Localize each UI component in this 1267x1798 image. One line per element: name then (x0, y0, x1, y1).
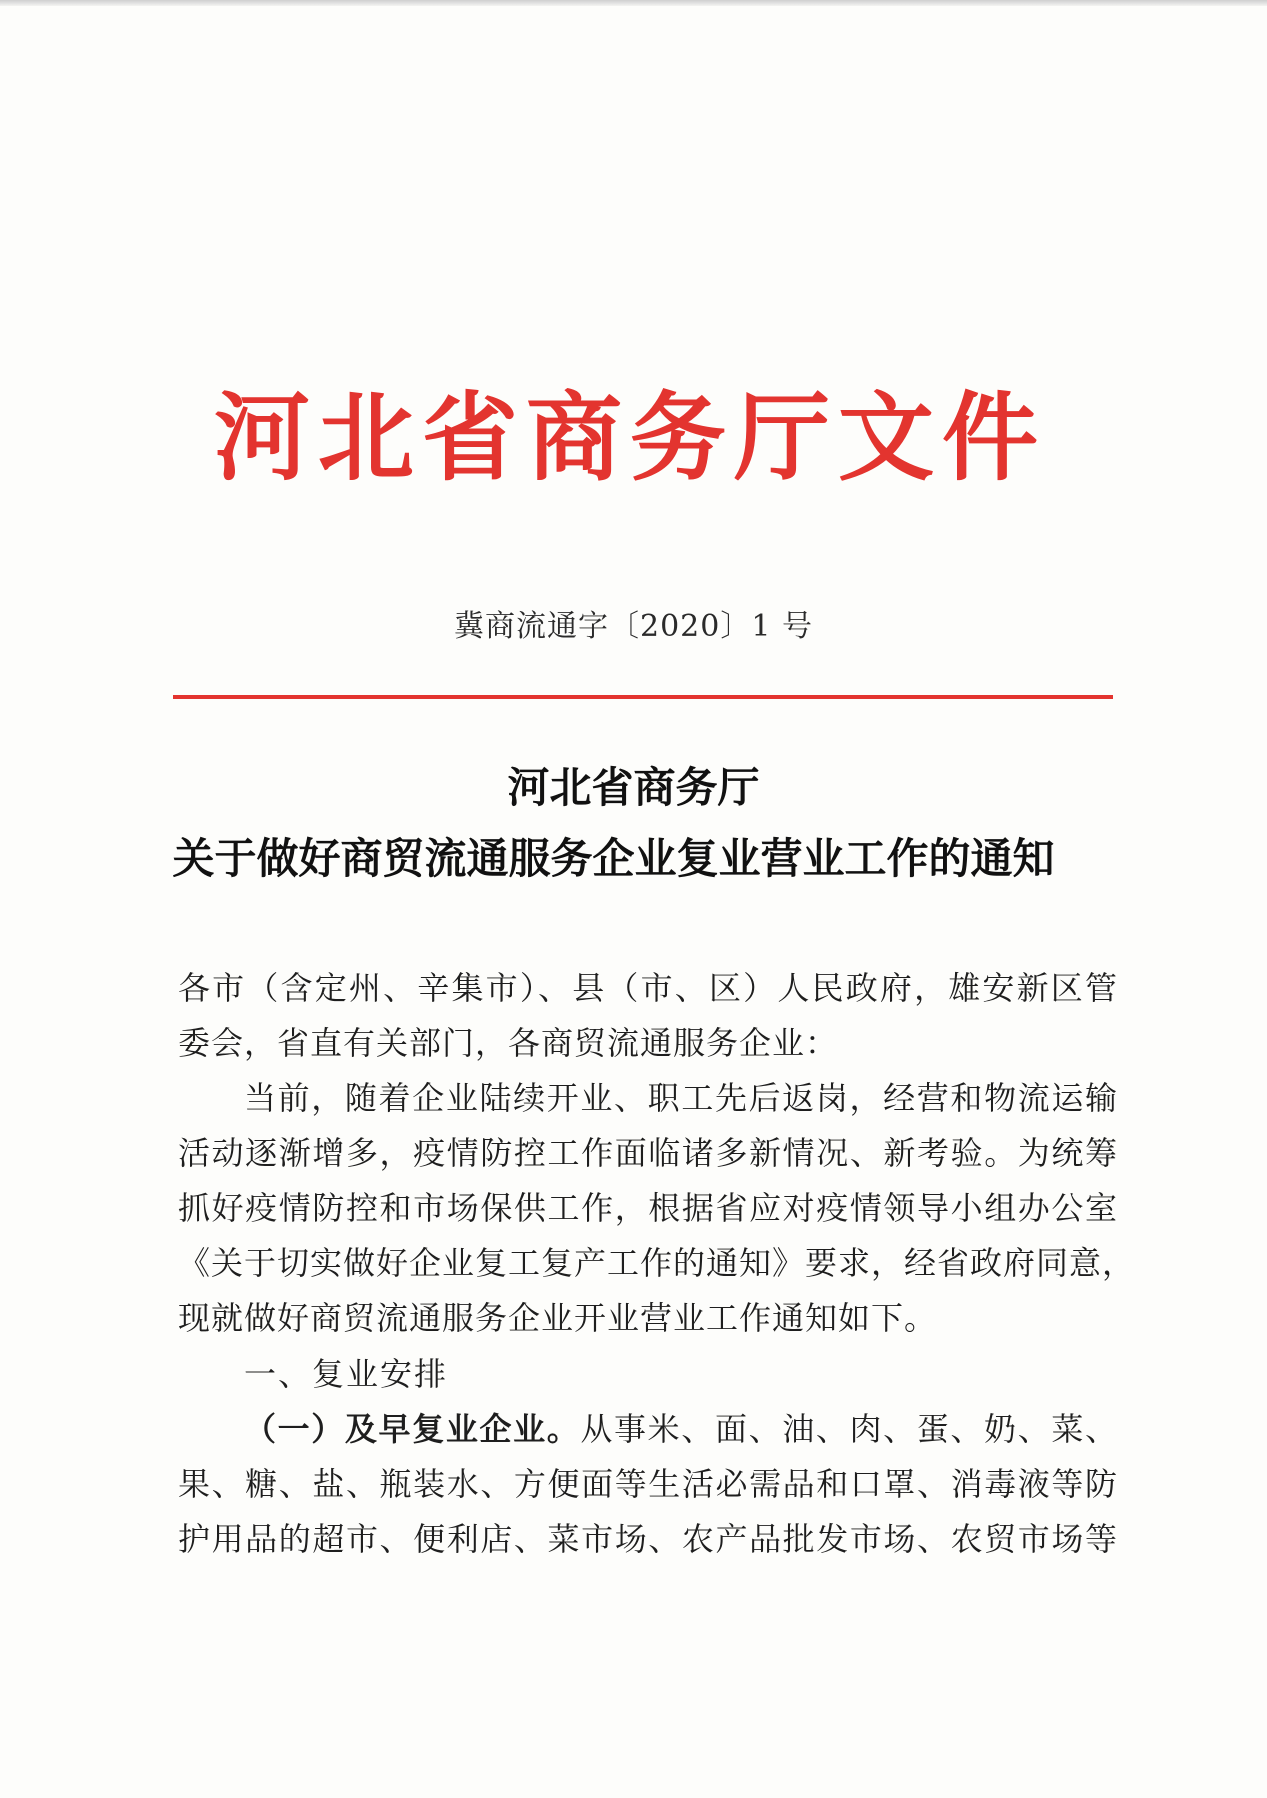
paragraph-1-line-5: 现就做好商贸流通服务企业开业营业工作通知如下。 (178, 1299, 938, 1337)
notice-title-line-1: 河北省商务厅 (507, 763, 760, 812)
scan-edge (0, 0, 1267, 6)
item-1-line-1 (244, 1410, 1118, 1448)
item-1-line-2: 果、糖、盐、瓶装水、方便面等生活必需品和口罩、消毒液等防 (178, 1465, 1118, 1503)
addressee-line-1: 各市（含定州、辛集市）、县（市、区）人民政府，雄安新区管 (178, 969, 1118, 1007)
paragraph-1-line-3: 抓好疫情防控和市场保供工作，根据省应对疫情领导小组办公室 (178, 1189, 1118, 1227)
document-number: 冀商流通字〔2020〕1 号 (454, 609, 813, 644)
paragraph-1-line-1: 当前，随着企业陆续开业、职工先后返岗，经营和物流运输 (244, 1079, 1118, 1117)
item-1-line-1-text: 从事米、面、油、肉、蛋、奶、菜、 (580, 1410, 1118, 1448)
red-divider-line (173, 695, 1113, 699)
notice-title-line-2: 关于做好商贸流通服务企业复业营业工作的通知 (172, 834, 1055, 883)
document-header-title: 河北省商务厅文件 (214, 382, 1046, 494)
item-1-lead: （一）及早复业企业。 (244, 1410, 581, 1448)
paragraph-1-line-2: 活动逐渐增多，疫情防控工作面临诸多新情况、新考验。为统筹 (178, 1134, 1118, 1172)
paragraph-1-line-4: 《关于切实做好企业复工复产工作的通知》要求，经省政府同意， (178, 1244, 1136, 1282)
item-1-line-3: 护用品的超市、便利店、菜市场、农产品批发市场、农贸市场等 (178, 1520, 1118, 1558)
addressee-line-2: 委会，省直有关部门，各商贸流通服务企业： (178, 1024, 839, 1062)
section-1-heading: 一、复业安排 (244, 1355, 449, 1393)
